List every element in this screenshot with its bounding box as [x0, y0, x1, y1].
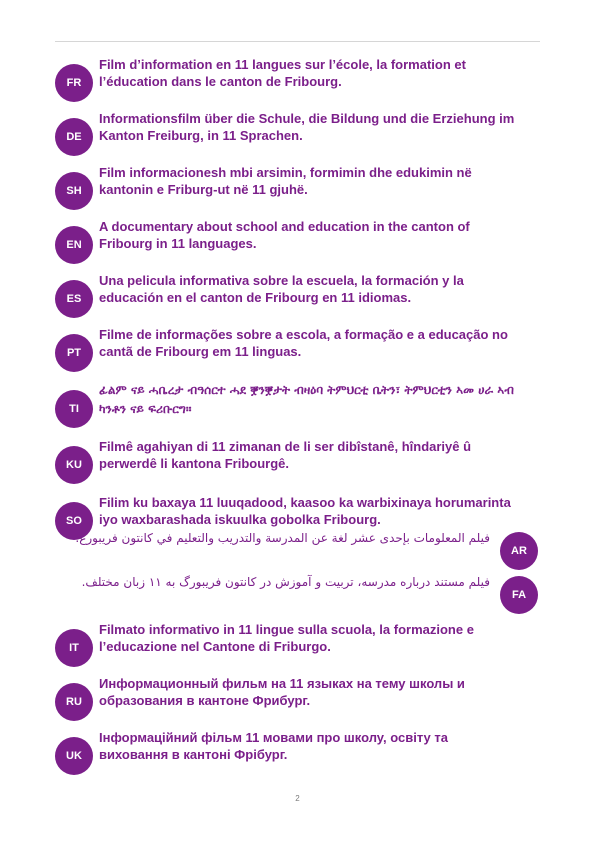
- language-entry-ti: [0, 382, 595, 436]
- language-description-es: Una pelicula informativa sobre la escuela, la formación y la educación en el canton de Fribourg en 11 idiomas.: [99, 273, 464, 305]
- language-entry-fr: [0, 56, 595, 110]
- language-entry-fa: [0, 562, 595, 616]
- language-description-so: Filim ku baxaya 11 luuqadood, kaasoo ka warbixinaya horumarinta iyo waxbarashada iskuulka gobolka Fribourg.: [99, 495, 511, 527]
- language-entry-ru: [0, 675, 595, 729]
- language-entry-it: [0, 621, 595, 675]
- language-entry-sh: [0, 164, 595, 218]
- language-entry-pt: [0, 326, 595, 380]
- language-badge-en: EN: [55, 226, 93, 264]
- language-description-ru: Информационный фильм на 11 языках на тему школы и образования в кантоне Фрибург.: [99, 676, 465, 708]
- language-badge-fa: FA: [500, 576, 538, 614]
- language-description-ar: فيلم المعلومات بإحدى عشر لغة عن المدرسة والتدريب والتعليم في كانتون فريبورغ.: [75, 531, 490, 545]
- language-entry-en: [0, 218, 595, 272]
- language-entry-uk: [0, 729, 595, 783]
- language-description-en: A documentary about school and education in the canton of Fribourg in 11 languages.: [99, 219, 470, 251]
- language-badge-ru: RU: [55, 683, 93, 721]
- language-badge-it: IT: [55, 629, 93, 667]
- language-badge-de: DE: [55, 118, 93, 156]
- language-description-pt: Filme de informações sobre a escola, a formação e a educação no cantã de Fribourg em 11 linguas.: [99, 327, 508, 359]
- language-badge-pt: PT: [55, 334, 93, 372]
- language-badge-ar: AR: [500, 532, 538, 570]
- language-entry-de: [0, 110, 595, 164]
- language-badge-ti: TI: [55, 390, 93, 428]
- language-description-de: Informationsfilm über die Schule, die Bildung und die Erziehung im Kanton Freiburg, in 11 Sprachen.: [99, 111, 515, 143]
- language-entry-es: [0, 272, 595, 326]
- language-description-fa: فیلم مستند درباره مدرسه، تربیت و آموزش در کانتون فریبورگ به ۱۱ زبان مختلف.: [81, 575, 490, 589]
- language-description-sh: Film informacionesh mbi arsimin, formimin dhe edukimin në kantonin e Friburg-ut në 11 gjuhë.: [99, 165, 472, 197]
- language-badge-fr: FR: [55, 64, 93, 102]
- page-number: 2: [295, 794, 300, 803]
- language-description-ku: Filmê agahiyan di 11 zimanan de li ser dibîstanê, hîndariyê û perwerdê li kantona Fribourgê.: [99, 439, 472, 471]
- language-badge-ku: KU: [55, 446, 93, 484]
- language-description-ti: ፊልም ናይ ሓቤረታ ብዓሰርተ ሓደ ቛንቛታት ብዛዕባ ትምህርቲ ቤትን፣ ትምህርቲን ኣመ ሀራ ኣብ ካንቶን ናይ ፍሪቡርግ።: [99, 383, 514, 416]
- language-description-fr: Film d’information en 11 langues sur l’école, la formation et l’éducation dans le canton de Fribourg.: [99, 57, 466, 89]
- language-description-it: Filmato informativo in 11 lingue sulla scuola, la formazione e l’educazione nel Cantone di Friburgo.: [99, 622, 474, 654]
- language-badge-uk: UK: [55, 737, 93, 775]
- language-badge-so: SO: [55, 502, 93, 540]
- language-badge-es: ES: [55, 280, 93, 318]
- top-divider: [55, 41, 540, 42]
- language-description-uk: Інформаційний фільм 11 мовами про школу, освіту та виховання в кантоні Фрібург.: [99, 730, 449, 762]
- language-entry-ku: [0, 438, 595, 492]
- language-badge-sh: SH: [55, 172, 93, 210]
